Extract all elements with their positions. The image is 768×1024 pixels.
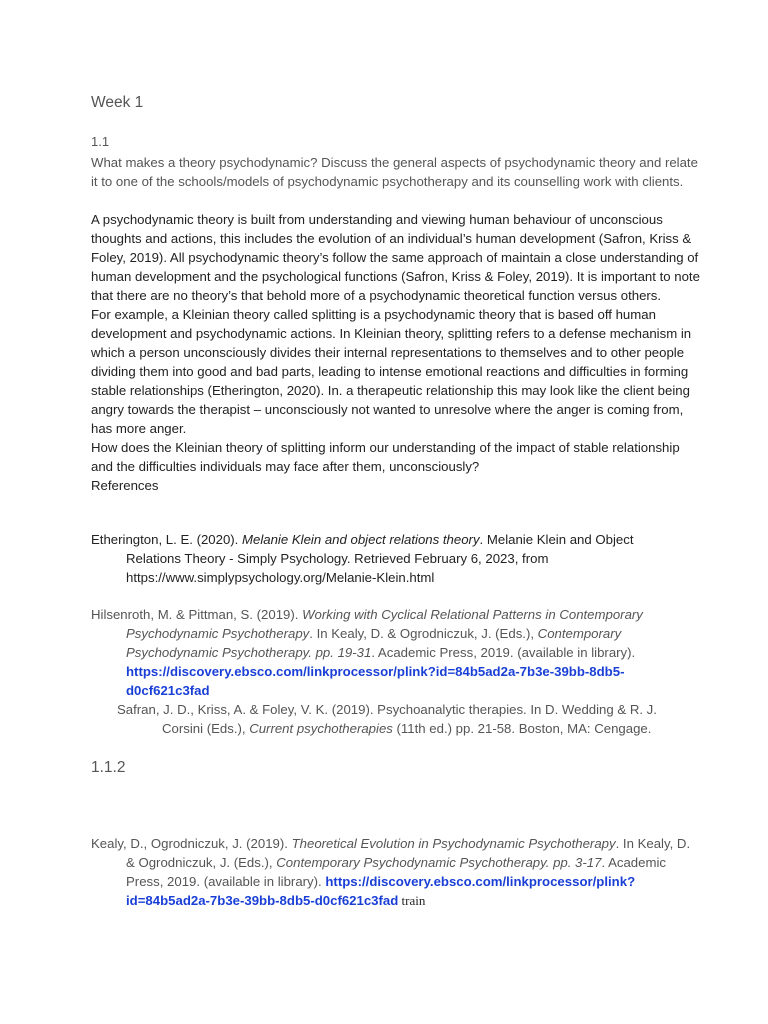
ref-book: Contemporary Psychodynamic Psychotherapy. pp. 3-17 [276, 855, 602, 870]
ref-rest: . Academic Press, 2019. (available in library). [126, 855, 666, 889]
ref-rest: (11th ed.) pp. 21-58. Boston, MA: Cengage. [392, 721, 652, 736]
ref-mid: . In Kealy, D. & Ogrodniczuk, J. (Eds.), [126, 836, 691, 870]
answer-paragraph-3: How does the Kleinian theory of splitting inform our understanding of the impact of stable relationship and the difficulties individuals may face after them, unconsciously? [91, 440, 680, 474]
ref-book: Contemporary Psychodynamic Psychotherapy. pp. 19-31 [126, 626, 622, 660]
ref-title: Melanie Klein and object relations theory [242, 532, 480, 547]
question-paragraph: What makes a theory psychodynamic? Discuss the general aspects of psychodynamic theory and relate it to one of the schools/models of psychodynamic psychotherapy and its counselling work with clients. [91, 155, 698, 189]
ebsco-link[interactable]: https://discovery.ebsco.com/linkprocessor/plink?id=84b5ad2a-7b3e-39bb-8db5-d0cf621c3fad [126, 874, 636, 908]
ref-lead: Kealy, D., Ogrodniczuk, J. (2019). [91, 836, 292, 851]
section-number: 1.1 [91, 134, 110, 149]
subsection-heading: 1.1.2 [91, 759, 126, 776]
answer-paragraph-2: For example, a Kleinian theory called splitting is a psychodynamic theory that is based off human development and psychodynamic actions. In Kleinian theory, splitting refers to a defense mechanism in which a person unconsciously divides their internal representations to themselves and to other people dividing them into good and bad parts, leading to intense emotional reactions and difficulties in forming stable relationships (Etherington, 2020). In. a therapeutic relationship this may look like the client being angry towards the therapist – unconsciously not wanted to unresolve where the anger is coming from, has more anger. [91, 307, 692, 436]
week-heading: Week 1 [91, 94, 144, 111]
references-label: References [91, 478, 159, 493]
trailing-text: train [398, 893, 426, 908]
answer-text [91, 210, 701, 495]
ebsco-link[interactable]: https://discovery.ebsco.com/linkprocessor/plink?id=84b5ad2a-7b3e-39bb-8db5-d0cf621c3fad [126, 664, 625, 698]
ref-title: Working with Cyclical Relational Patterns in Contemporary Psychodynamic Psychotherapy [126, 607, 643, 641]
reference-etherington [56, 530, 661, 587]
ref-rest: . Academic Press, 2019. (available in library). [371, 645, 636, 660]
ref-lead: Etherington, L. E. (2020). [91, 532, 243, 547]
ref-title: Theoretical Evolution in Psychodynamic Psychotherapy [291, 836, 616, 851]
answer-paragraph-1: A psychodynamic theory is built from understanding and viewing human behaviour of unconscious thoughts and actions, this includes the evolution of an individual’s human development (Safron, Kriss & Foley, 2019). All psychodynamic theory’s follow the same approach of maintain a close understanding of human development and the psychological functions (Safron, Kriss & Foley, 2019). It is important to note that there are no theory’s that behold more of a psychodynamic theoretical function versus others. [91, 212, 700, 303]
question-text [91, 153, 701, 191]
reference-kealy [91, 834, 691, 910]
ref-lead: Safran, J. D., Kriss, A. & Foley, V. K. (2019). Psychoanalytic therapies. In D. Wedding & R. J. Corsini (Eds.), [117, 702, 657, 736]
ref-mid: . In Kealy, D. & Ogrodniczuk, J. (Eds.), [309, 626, 538, 641]
ref-book: Current psychotherapies [249, 721, 393, 736]
reference-hilsenroth [91, 605, 671, 700]
reference-safran [117, 700, 677, 738]
ref-rest: . Melanie Klein and Object Relations Theory - Simply Psychology. Retrieved February 6, 2023, from https://www.simplypsychology.org/Melanie-Klein.html [126, 532, 634, 585]
ref-lead: Hilsenroth, M. & Pittman, S. (2019). [91, 607, 303, 622]
